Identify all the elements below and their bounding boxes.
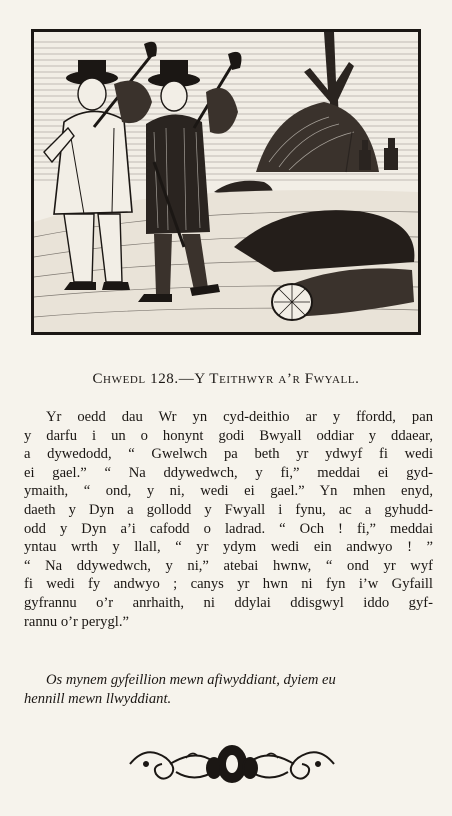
body-line: daeth y Dyn a gollodd y Fwyall i fynu, ac a gyhudd- [24,501,433,518]
body-line: y darfu i un o honynt godi Bwyall oddiar y ddaear, [24,427,433,444]
body-line: yntau wrth y llall, “ yr ydym wedi ein andwyo ! ” [24,539,433,556]
body-line: gyfrannu o’r anrhaith, ni ddylai ddisgwyl iddo gyf- [24,594,433,611]
fable-moral [24,671,444,708]
moral-line: hennill mewn llwyddiant. [24,690,172,707]
fable-body [24,408,433,631]
woodcut-scene [34,32,418,332]
body-line: odd y Dyn a’i cafodd o ladrad. “ Och ! fi,” meddai [24,520,433,537]
tailpiece-ornament-icon [126,738,338,790]
body-line: Yr oedd dau Wr yn cyd-deithio ar y ffordd, pan [46,409,433,425]
body-line: a dywedodd, “ Gwelwch pa beth yr ydwyf fi wedi [24,446,433,463]
moral-line: Os mynem gyfeillion mewn afiwyddiant, dyiem eu [46,672,336,688]
body-line: ymaith, “ ond, y ni, wedi ei gael.” Yn mhen enyd, [24,483,433,500]
woodcut-illustration [31,29,421,335]
body-line: fi wedi fy andwyo ; canys yr hwn ni fyn i’w Gyfaill [24,576,433,593]
fable-title: Chwedl 128.—Y Teithwyr a’r Fwyall. [92,371,360,387]
body-line: “ Na ddywedwch, y ni,” atebai hwnw, “ ond yr wyf [24,557,433,574]
body-line: ei gael.” “ Na ddywedwch, y fi,” meddai ei gyd- [24,464,433,481]
body-line: rannu o’r perygl.” [24,613,129,630]
